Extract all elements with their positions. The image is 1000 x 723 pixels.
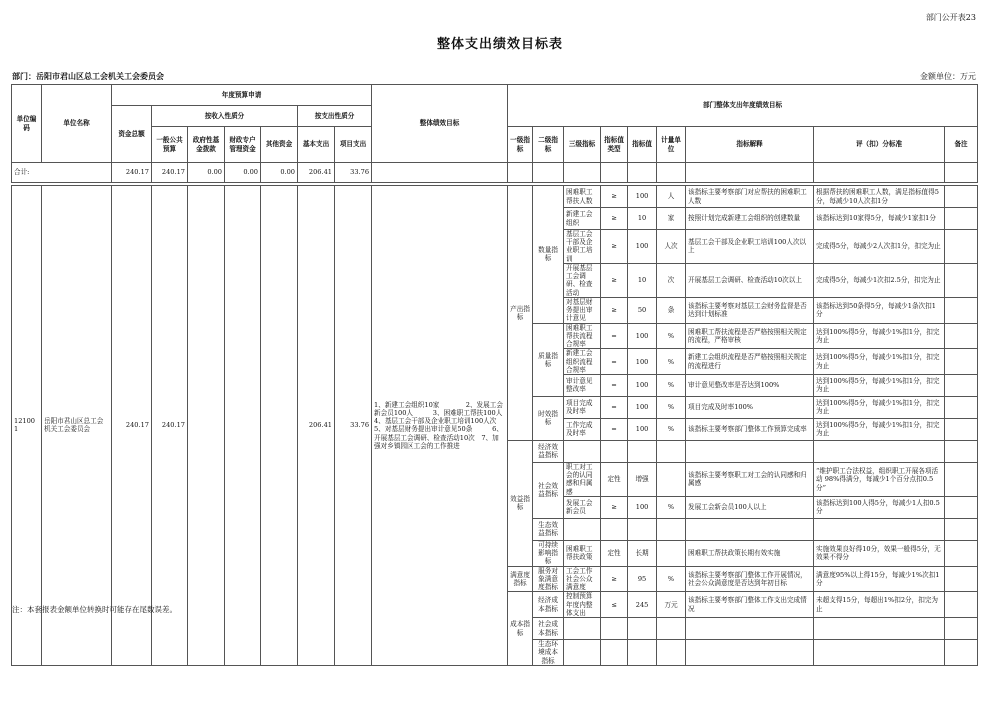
level2-quality: 质量指标: [533, 323, 564, 396]
indicator-name: 审计意见整改率: [564, 374, 601, 396]
header-other: 其他资金: [261, 127, 298, 163]
indicator-name: 项目完成及时率: [564, 396, 601, 418]
indicator-unit: %: [657, 566, 686, 592]
unit-code: 121001: [12, 186, 42, 666]
indicator-type: 定性: [601, 462, 628, 496]
header-overall-goal: 整体绩效目标: [372, 85, 508, 163]
indicator-name: 对基层财务提出审计意见: [564, 297, 601, 323]
total-funds: 240.17: [112, 163, 152, 183]
indicator-name: 困难职工帮扶政策: [564, 540, 601, 566]
indicator-name: 发展工会新会员: [564, 496, 601, 518]
department-label: 部门：岳阳市君山区总工会机关工会委员会: [12, 71, 164, 81]
level2-ecological: 生态效益指标: [533, 518, 564, 540]
indicator-value: 长期: [628, 540, 657, 566]
indicator-value: 245: [628, 592, 657, 618]
indicator-unit: %: [657, 396, 686, 418]
indicator-explain: 按照计划完成新建工会组织的创建数量: [686, 208, 814, 230]
level1-satisfaction: 满意度指标: [508, 566, 533, 592]
indicator-value: 10: [628, 263, 657, 297]
indicator-value: 100: [628, 349, 657, 375]
indicator-unit: 人次: [657, 230, 686, 264]
header-by-income: 按收入性质分: [152, 106, 298, 127]
header-explain: 指标解释: [686, 127, 814, 163]
total-gov-fund: 0.00: [188, 163, 225, 183]
indicator-explain: 开展基层工会调研、检查活动10次以上: [686, 263, 814, 297]
header-project: 项目支出: [335, 127, 372, 163]
indicator-type: ≥: [601, 230, 628, 264]
indicator-type: 定性: [601, 540, 628, 566]
indicator-name: 开展基层工会调研、检查活动: [564, 263, 601, 297]
indicator-name: 工会工作社会公众满意度: [564, 566, 601, 592]
header-basic: 基本支出: [298, 127, 335, 163]
level2-economic-cost: 经济成本指标: [533, 592, 564, 618]
total-other: 0.00: [261, 163, 298, 183]
indicator-name: 工作完成及时率: [564, 418, 601, 440]
level1-benefit: 效益指标: [508, 440, 533, 566]
header-special: 财政专户管理资金: [225, 127, 261, 163]
indicator-value: 100: [628, 374, 657, 396]
indicator-value: 95: [628, 566, 657, 592]
indicator-explain: 发展工会新会员100人以上: [686, 496, 814, 518]
indicator-explain: 困难职工帮扶流程是否严格按照相关规定的流程，严格审核: [686, 323, 814, 349]
indicator-explain: 该指标主要考察对基层工会财务监督是否达到计划标准: [686, 297, 814, 323]
indicator-standard: 未超支得15分，每超出1%扣2分，扣完为止: [814, 592, 945, 618]
indicator-type: ≥: [601, 566, 628, 592]
indicator-explain: 该指标主要考察部门整体工作开展情况，社会公众满意度是否达到年初目标: [686, 566, 814, 592]
indicator-name: 新建工会组织流程合规率: [564, 349, 601, 375]
indicator-unit: 次: [657, 263, 686, 297]
indicator-value: 100: [628, 418, 657, 440]
indicator-type: =: [601, 349, 628, 375]
header-unit-code: 单位编码: [12, 85, 42, 163]
indicator-standard: 达到100%得5分，每减少1%扣1分，扣完为止: [814, 374, 945, 396]
header-level3: 三级指标: [564, 127, 601, 163]
indicator-standard: 完成得5分，每减少2人次扣1分，扣完为止: [814, 230, 945, 264]
level2-social: 社会效益指标: [533, 462, 564, 518]
indicator-name: 新建工会组织: [564, 208, 601, 230]
footnote: 注：本套报表金额单位转换时可能存在尾数误差。: [12, 605, 177, 614]
indicator-standard: 根据帮扶的困难职工人数，满足指标值得5分，每减少10人次扣1分: [814, 186, 945, 208]
indicator-standard: 达到100%得5分，每减少1%扣1分，扣完为止: [814, 396, 945, 418]
header-unit-name: 单位名称: [42, 85, 112, 163]
indicator-value: 100: [628, 323, 657, 349]
indicator-standard: 实施效果良好得10分，效果一般得5分，无效果不得分: [814, 540, 945, 566]
header-remark: 备注: [945, 127, 978, 163]
unit-general: 240.17: [152, 186, 188, 666]
unit-project: 33.76: [335, 186, 372, 666]
indicator-value: 10: [628, 208, 657, 230]
indicator-value: 增强: [628, 462, 657, 496]
amount-unit: 金额单位：万元: [920, 72, 976, 81]
header-level2: 二级指标: [533, 127, 564, 163]
total-special: 0.00: [225, 163, 261, 183]
indicator-type: =: [601, 396, 628, 418]
header-general: 一般公共预算: [152, 127, 188, 163]
header-value-type: 指标值类型: [601, 127, 628, 163]
indicator-standard: 达到100%得5分，每减少1%扣1分，扣完为止: [814, 323, 945, 349]
level2-social-cost: 社会成本指标: [533, 618, 564, 640]
page-title: 整体支出绩效目标表: [436, 37, 563, 52]
header-total-funds: 资金总额: [112, 106, 152, 163]
header-measure: 计量单位: [657, 127, 686, 163]
indicator-unit: %: [657, 349, 686, 375]
indicator-unit: [657, 540, 686, 566]
indicator-value: 50: [628, 297, 657, 323]
header-by-expense: 按支出性质分: [298, 106, 372, 127]
table-number: 部门公开表23: [925, 13, 976, 22]
total-label: 合计:: [12, 163, 112, 183]
header-annual-budget: 年度预算申请: [112, 85, 372, 106]
header-level1: 一级指标: [508, 127, 533, 163]
indicator-value: 100: [628, 186, 657, 208]
total-project: 33.76: [335, 163, 372, 183]
indicator-unit: [657, 462, 686, 496]
indicator-standard: “维护职工合法权益，组织职工开展各项活动 98%得满分，每减少1个百分点扣0.5分”: [814, 462, 945, 496]
indicator-explain: 该指标主要考察部门整体工作预算完成率: [686, 418, 814, 440]
indicator-unit: %: [657, 374, 686, 396]
level2-service-object: 服务对象满意度指标: [533, 566, 564, 592]
header-gov-fund: 政府性基金拨款: [188, 127, 225, 163]
level2-sustainable: 可持续影响指标: [533, 540, 564, 566]
indicator-explain: 该指标主要考察职工对工会的认同感和归属感: [686, 462, 814, 496]
level1-cost: 成本指标: [508, 592, 533, 665]
header-dept-goal: 部门整体支出年度绩效目标: [508, 85, 978, 127]
indicator-explain: 项目完成及时率100%: [686, 396, 814, 418]
indicator-type: ≥: [601, 208, 628, 230]
indicator-standard: 满意度95%以上得15分，每减少1%次扣1分: [814, 566, 945, 592]
indicator-type: ≤: [601, 592, 628, 618]
header-standard: 评（扣）分标准: [814, 127, 945, 163]
indicator-unit: %: [657, 418, 686, 440]
indicator-unit: %: [657, 496, 686, 518]
level2-env-cost: 生态环境成本指标: [533, 640, 564, 666]
indicator-unit: %: [657, 323, 686, 349]
indicator-unit: 人: [657, 186, 686, 208]
overall-goal-text: 1、新建工会组织10家 2、发展工会新会员100人 3、困难职工帮扶100人 4、基层工会干部及企业职工培训100人次 5、对基层财务提出审计意见50条 6、开展基层工会调研、检查活动10次 7、加强对乡镇园区工会的工作推进: [372, 186, 508, 666]
indicator-type: ≥: [601, 297, 628, 323]
indicator-unit: 万元: [657, 592, 686, 618]
indicator-type: =: [601, 374, 628, 396]
unit-total-funds: 240.17: [112, 186, 152, 666]
indicator-explain: 该指标主要考察部门对应帮扶的困难职工人数: [686, 186, 814, 208]
indicator-standard: 完成得5分，每减少1次扣2.5分，扣完为止: [814, 263, 945, 297]
indicator-unit: 家: [657, 208, 686, 230]
indicator-explain: 该指标主要考察部门整体工作支出完成情况: [686, 592, 814, 618]
indicator-type: =: [601, 323, 628, 349]
indicator-unit: 条: [657, 297, 686, 323]
indicator-standard: 该指标达到10家得5分，每减少1家扣1分: [814, 208, 945, 230]
indicator-name: 职工对工会的认同感和归属感: [564, 462, 601, 496]
header-value: 指标值: [628, 127, 657, 163]
indicator-type: ≥: [601, 496, 628, 518]
indicator-name: 控制预算年度内整体支出: [564, 592, 601, 618]
indicator-type: =: [601, 418, 628, 440]
indicator-standard: 该指标达到100人得5分，每减少1人扣0.5分: [814, 496, 945, 518]
indicator-standard: 该指标达到50条得5分，每减少1条次扣1分: [814, 297, 945, 323]
indicator-name: 困难职工帮扶人数: [564, 186, 601, 208]
indicator-explain: 困难职工帮扶政策长期有效实施: [686, 540, 814, 566]
unit-name: 岳阳市君山区总工会机关工会委员会: [42, 186, 112, 666]
total-general: 240.17: [152, 163, 188, 183]
indicator-explain: 基层工会干部及企业职工培训100人次以上: [686, 230, 814, 264]
performance-table: [11, 84, 978, 666]
level2-economic: 经济效益指标: [533, 440, 564, 462]
indicator-standard: 达到100%得5分，每减少1%扣1分，扣完为止: [814, 418, 945, 440]
indicator-value: 100: [628, 230, 657, 264]
indicator-standard: 达到100%得5分，每减少1%扣1分，扣完为止: [814, 349, 945, 375]
indicator-name: 困难职工帮扶流程合规率: [564, 323, 601, 349]
total-basic: 206.41: [298, 163, 335, 183]
indicator-value: 100: [628, 496, 657, 518]
indicator-explain: 新建工会组织流程是否严格按照相关规定的流程进行: [686, 349, 814, 375]
indicator-value: 100: [628, 396, 657, 418]
indicator-name: 基层工会干部及企业职工培训: [564, 230, 601, 264]
level2-timeliness: 时效指标: [533, 396, 564, 440]
level2-quantity: 数量指标: [533, 186, 564, 324]
level1-output: 产出指标: [508, 186, 533, 441]
indicator-type: ≥: [601, 263, 628, 297]
indicator-explain: 审计意见整改率是否达到100%: [686, 374, 814, 396]
indicator-type: ≥: [601, 186, 628, 208]
unit-basic: 206.41: [298, 186, 335, 666]
